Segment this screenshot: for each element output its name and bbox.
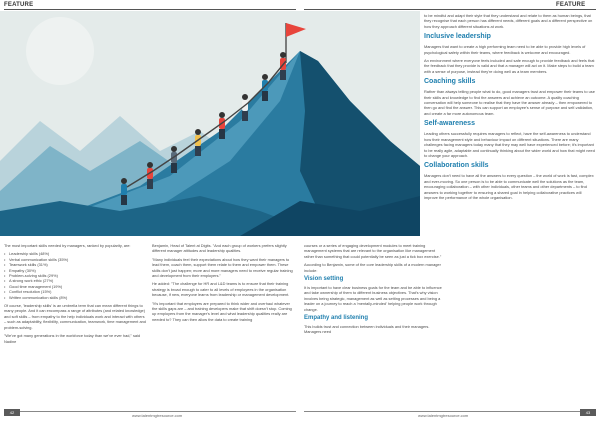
body-paragraph: Of course, 'leadership skills' is an umbrella term that can mean different things to many people. And it can encompass a range of attributes (and related knowledge) and soft skills – from empathy to the help individuals work and interact with others – such as adaptability, flexibility, communication, teamwork, time management and problem-solving.	[4, 303, 146, 330]
right-column-1	[304, 243, 446, 338]
body-paragraph: He added: "The challenge for HR and L&D teams is to ensure that their training strategy is broad enough to cater to all levels of employees in the organisation because, if new, everyone learns from leadership or management development.	[152, 281, 290, 298]
body-paragraph: Benjamin, Head of Talent at Digits. "And each group of workers prefers slightly different manager attitudes and leadership qualities.	[152, 243, 287, 254]
body-paragraph: "Many individuals feel their expectations about how they want their managers to lead them, coach them, support them relate to them and empower them. These skills don't just happen; more and more managers need to receive regular training and development from their employers."	[152, 256, 293, 279]
skills-intro: The most important skills needed by managers, ranked by popularity, are:	[4, 243, 131, 248]
footer-rule-left	[4, 411, 296, 412]
subheading-inclusive: Inclusive leadership	[424, 33, 491, 41]
sun-haze	[26, 17, 94, 85]
left-column-2	[152, 243, 296, 325]
right-page	[300, 0, 600, 424]
page-number-left: 42	[4, 409, 20, 416]
body-paragraph: courses or a series of engaging development modules to meet training management systems that are relevant to the organisation like management rather than something that could potentially be seen as just a tick box exercise."	[304, 243, 442, 259]
subheading-vision: Vision setting	[304, 276, 344, 283]
skill-item: • Leadership skills (48%)	[4, 251, 146, 256]
subheading-empathy: Empathy and listening	[304, 315, 369, 322]
section-label-right: FEATURE	[556, 2, 586, 8]
footer-rule-right	[304, 411, 596, 412]
skill-item: • Verbal communication skills (35%)	[4, 257, 146, 262]
skill-item: • Teamwork skills (31%)	[4, 262, 146, 267]
header-rule-right	[304, 9, 596, 10]
subheading-collaboration: Collaboration skills	[424, 162, 489, 170]
body-paragraph: It is important to have clear business goals for the team and be able to influence and take ownership of them to different business objectives. That's why vision involves being strategic, management as well as setting processes and being a leader on a journey to reach a 'mentally-minded' helping people work through change.	[304, 285, 442, 312]
header-rule-left	[4, 9, 296, 10]
body-paragraph: According to Benjamin, some of the core leadership skills of a modern manager include:	[304, 262, 441, 273]
subheading-coaching: Coaching skills	[424, 78, 476, 86]
page-number-right: 43	[580, 409, 596, 416]
subheading-self-awareness: Self-awareness	[424, 120, 475, 128]
skill-item: • Conflict resolution (15%)	[4, 289, 146, 294]
skill-item: • Written communication skills (8%)	[4, 295, 146, 300]
skills-list	[4, 251, 146, 300]
skill-item: • Problem-solving skills (29%)	[4, 273, 146, 278]
right-column-2	[424, 13, 596, 203]
body-paragraph: Leading others successfully requires managers to reflect, have the self-awareness to understand how their management style and behaviour impact on different situations. There are many challenges facing managers today many that they may well have experienced before; it's important to be really agile, adaptable and continually thinking about the wider world and how that might need to change your approach.	[424, 131, 595, 158]
skill-item: • Good time management (19%)	[4, 284, 146, 289]
site-url-left: www.talentmgtresource.com	[132, 413, 183, 418]
body-paragraph: Managers that want to create a high performing team need to be able to provide high levels of psychological safety within their teams, where feedback is welcome and encouraged.	[424, 44, 586, 55]
body-paragraph: "It's important that employers are prepared to think wider and overhaul whatever the skills gaps are – and training developers make that shift doesn't stop. Coming up employers from the manager's level and what leadership qualities really are needed to? They can then allow the data to create training	[152, 300, 292, 322]
skill-item: • Empathy (30%)	[4, 268, 146, 273]
body-paragraph: "We've got many generations in the workforce today than we've ever had," said Nadine	[4, 333, 141, 344]
body-paragraph: to be mindful and adapt their style that they understand and relate to them as human beings, that they recognise that each person has different needs, different goals and a different perspective on how they approach different situations at work.	[424, 13, 593, 29]
body-paragraph: Rather than always telling people what to do, good managers trust and empower their teams to use their skills and knowledge to find the answers and achieve an outcome. A quality coaching conversation will help someone to realise that they have the answer already – then empowered to then go and find the answer. This can support an employee's sense of purpose and self-validation, and create a far more autonomous team.	[424, 89, 595, 116]
site-url-right: www.talentmgtresource.com	[418, 413, 469, 418]
skill-item: • A strong work ethic (27%)	[4, 278, 146, 283]
left-column-1	[4, 243, 146, 347]
body-paragraph: An environment where everyone feels included and safe enough to provide feedback and feels that the feedback that they provide is valid and that a manager will act on it. Make steps to build a team with a sense of purpose, instead they're doing well as a team members.	[424, 58, 595, 74]
body-paragraph: This builds trust and connection between individuals and their managers. Managers need	[304, 324, 430, 335]
body-paragraph: Managers don't need to have all the answers to every question – the world of work is fast, complex and ever-moving. So one person is to be able to communicate well the solutions as the team, encouraging collaboration – with other individuals, other teams and other departments – to find answers to working together to ensuring a shared goal in helping collaborative practices will improve the performance of the whole organisation.	[424, 173, 594, 200]
section-label-left: FEATURE	[4, 2, 34, 8]
